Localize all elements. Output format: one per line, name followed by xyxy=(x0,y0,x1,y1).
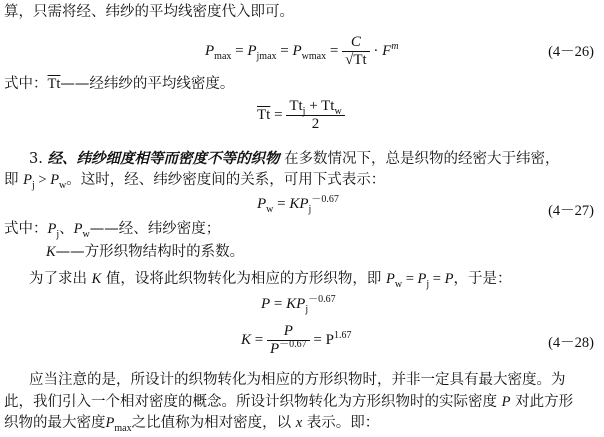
equation-p-kpj: $P = KP_j^{-0.67}$ xyxy=(261,294,336,315)
condition-prefix: 即 xyxy=(4,172,19,188)
section-3-line xyxy=(29,150,560,168)
para-3b: 之比值称为相对密度，以 xyxy=(131,415,292,431)
where-label: 式中： xyxy=(4,76,48,92)
k-find-a: 为了求出 xyxy=(29,271,87,287)
para-3c: 表示。即： xyxy=(306,415,380,431)
where-label-2: 式中： xyxy=(4,221,48,237)
k-find-line: 为了求出 K 值，设将此织物转化为相应的方形织物，即 $P_w = P_j = P$，于是： xyxy=(29,271,512,290)
equation-4-26: $P_{max} = P_{jmax} = P_{wmax}$ = $\frac{C}{√Tt}$ · $F^m$ xyxy=(205,34,399,68)
para-2a: 此，我们引入一个相对密度的概念。所设计织物转化为方形织物时的实际密度 xyxy=(4,394,497,410)
para-3a: 织物的最大密度 xyxy=(4,415,106,431)
para-2b: 对此方形 xyxy=(515,394,574,410)
equation-tt-average: $\overline{Tt}$ = $\frac{Tt_j + Tt_w}{2}$ xyxy=(257,98,345,133)
equation-number-4-27: (4－27) xyxy=(548,203,594,219)
where-desc-2: ——经、纬纱密度； xyxy=(89,221,221,237)
condition-line: 即 $P_j > P_w$。这时，经、纬纱密度间的关系，可用下式表示： xyxy=(4,172,386,191)
section-text: 在多数情况下，总是织物的经密大于纬密， xyxy=(284,151,560,167)
equation-4-27: $P_w = KP_j^{-0.67}$ xyxy=(257,194,339,215)
where-line-1: 式中：$\overline{Tt}——$经纬纱的平均线密度。 xyxy=(4,76,235,92)
equation-4-28: K = $\frac{P}{P^{-0.67}}$ = $P^{1.67}$ xyxy=(241,323,352,357)
k-find-b: 值，设将此织物转化为相应的方形织物，即 xyxy=(105,271,382,287)
where-line-2: 式中：$P_j$、$P_w——$经、纬纱密度； xyxy=(4,221,221,240)
equation-number-4-28: (4－28) xyxy=(548,335,594,351)
para-line-3: 织物的最大密度$P_{max}$之比值称为相对密度，以 x 表示。即： xyxy=(4,415,380,434)
text-line-1: 算，只需将经、纬纱的平均线密度代入即可。 xyxy=(4,4,294,20)
condition-text: 。这时，经、纬纱密度间的关系，可用下式表示： xyxy=(66,172,386,188)
para-line-1: 应当注意的是，所设计的织物转化为相应的方形织物时，并非一定具有最大密度。为 xyxy=(29,372,566,388)
k-find-c: ，于是： xyxy=(453,271,512,287)
para-line-2: 此，我们引入一个相对密度的概念。所设计织物转化为方形织物时的实际密度 P 对此方形 xyxy=(4,394,574,410)
equation-number-4-26: (4－26) xyxy=(548,44,594,60)
section-title: 经、纬纱细度相等而密度不等的织物 xyxy=(47,150,280,167)
where-desc: ——经纬纱的平均线密度。 xyxy=(60,76,235,92)
k-desc: ——方形织物结构时的系数。 xyxy=(55,244,245,260)
k-desc-line: K——方形织物结构时的系数。 xyxy=(46,244,245,260)
section-number: 3. xyxy=(29,151,43,167)
